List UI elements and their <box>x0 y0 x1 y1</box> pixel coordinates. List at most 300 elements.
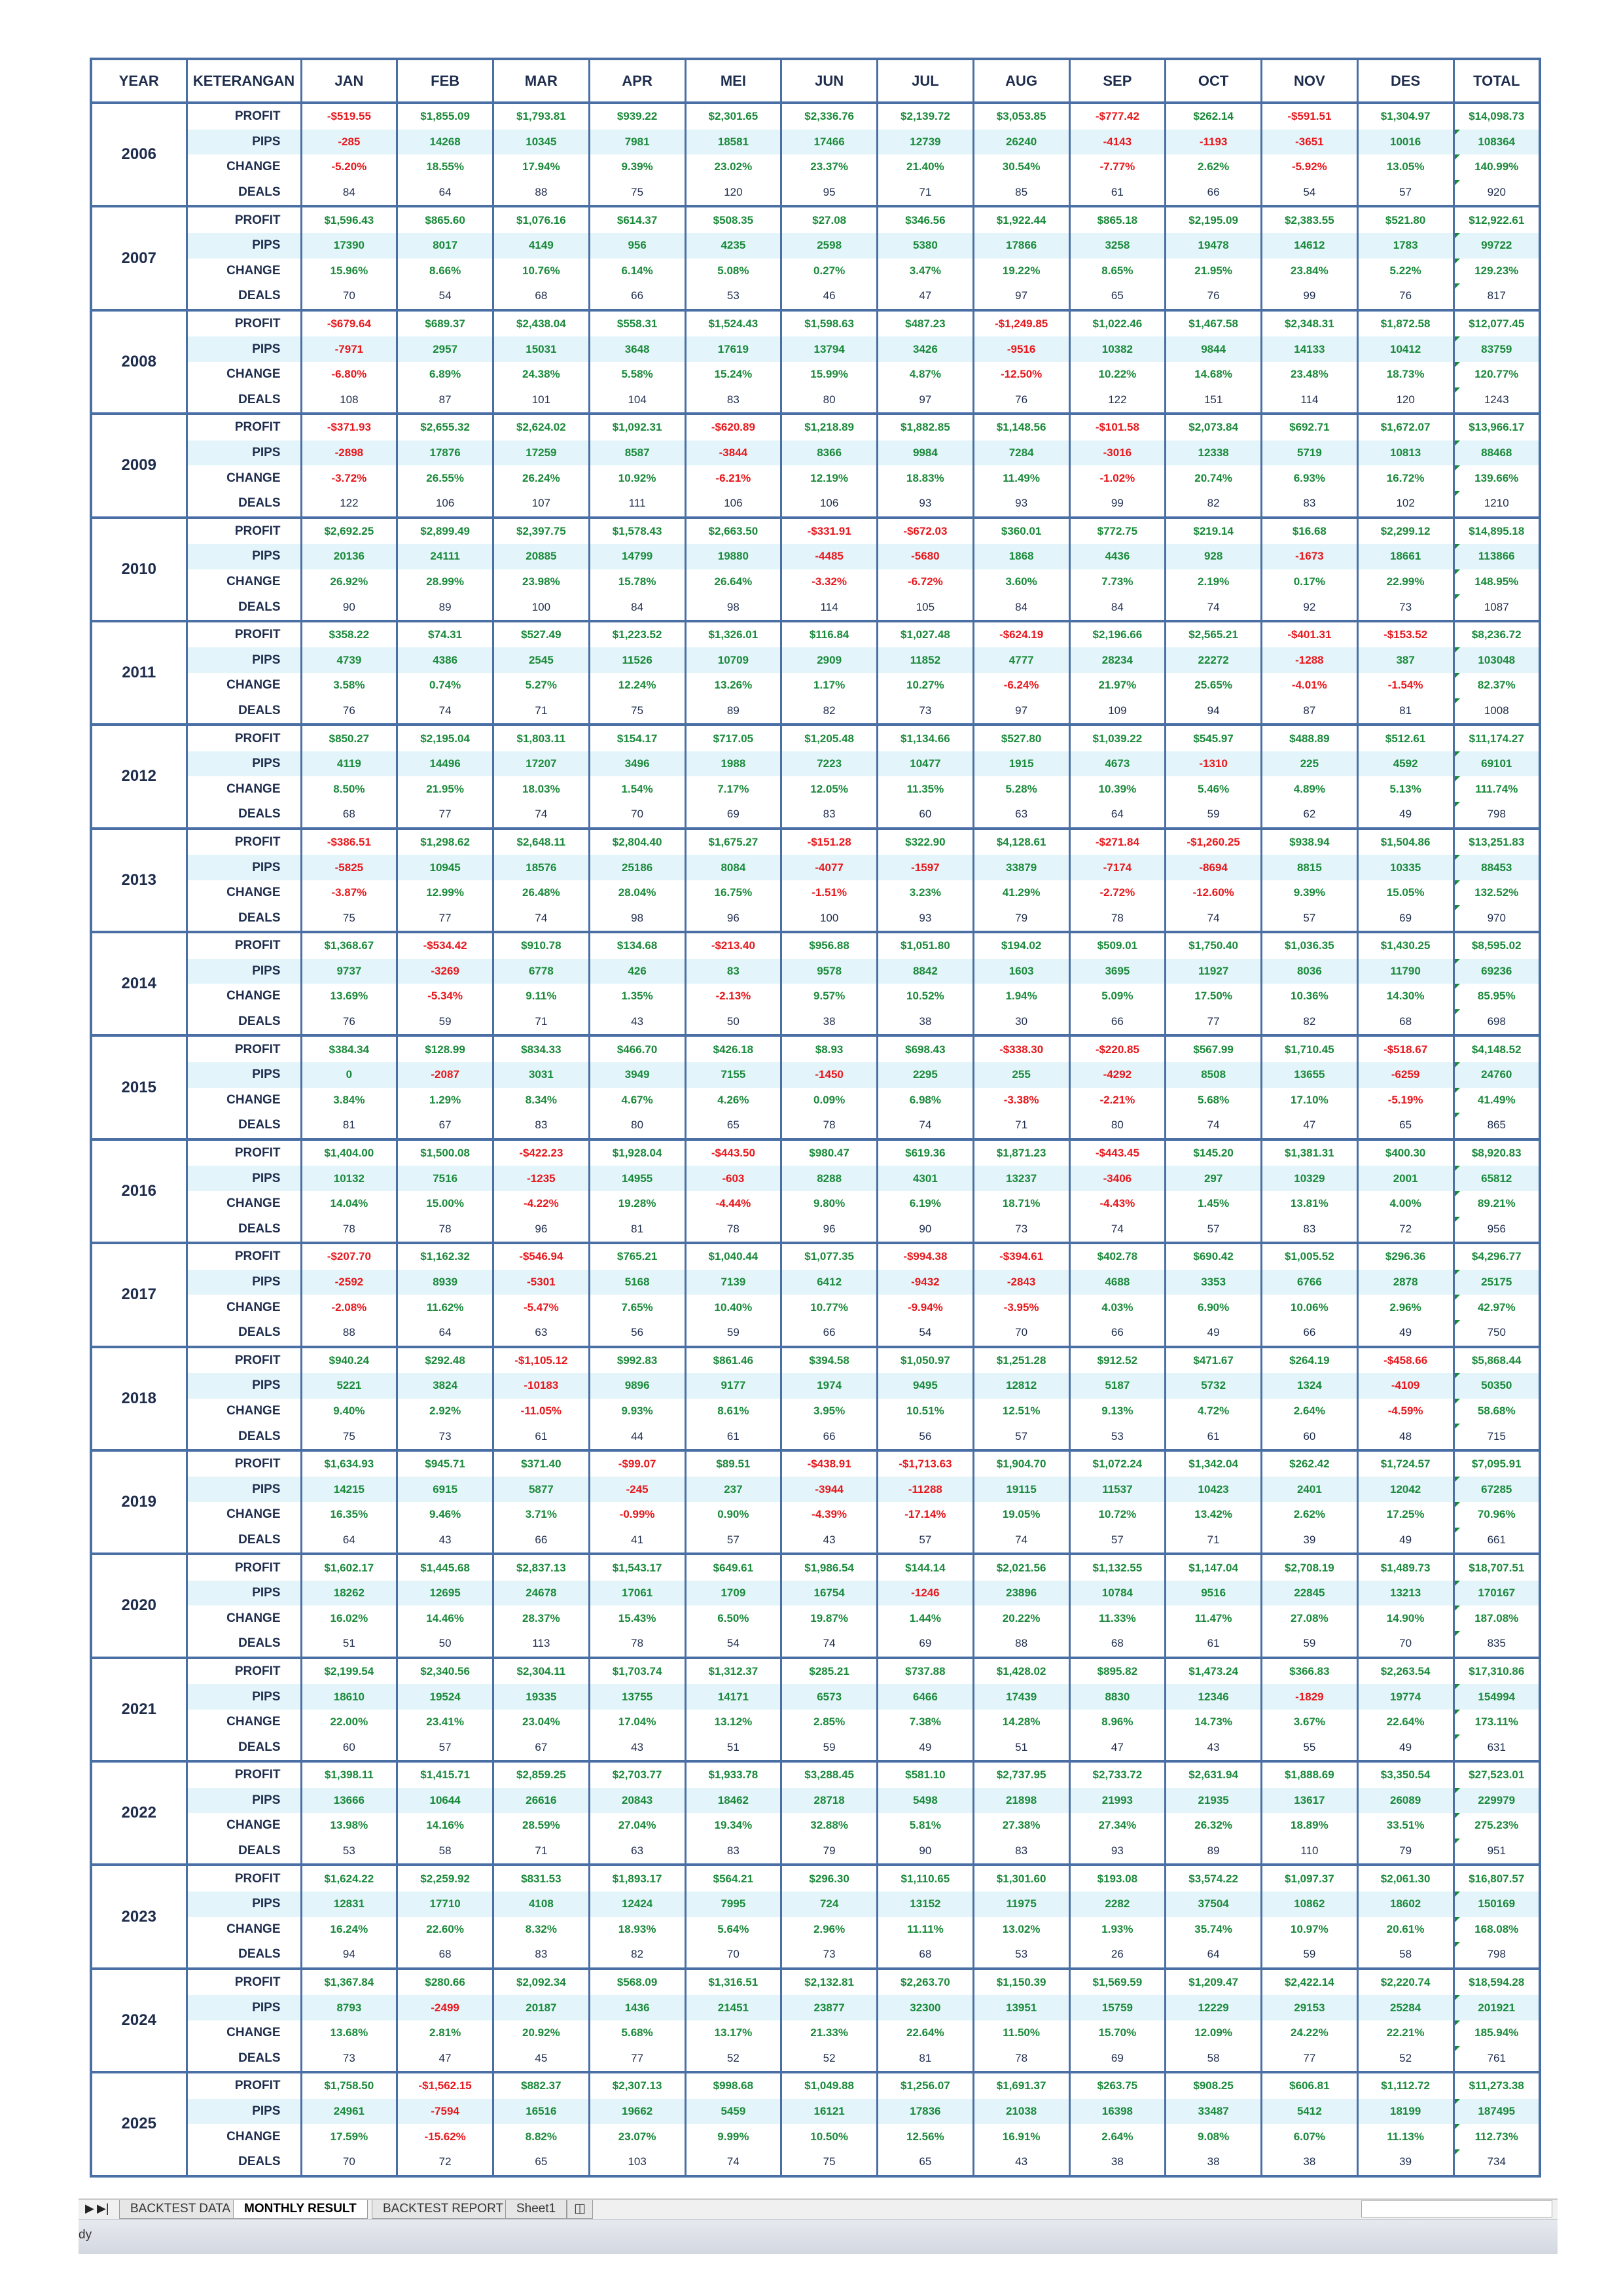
value-cell: $2,220.74 <box>1357 1969 1454 1996</box>
value-cell: 11.33% <box>1069 1605 1166 1631</box>
value-cell: 16.35% <box>301 1502 397 1528</box>
value-cell: 2.92% <box>397 1399 493 1424</box>
value-cell: 17619 <box>685 336 781 362</box>
value-cell: $1,040.44 <box>685 1243 781 1270</box>
value-cell: 77 <box>589 2046 685 2073</box>
value-cell: 26089 <box>1357 1788 1454 1814</box>
value-cell: 114 <box>1262 387 1358 414</box>
value-cell: 81 <box>301 1113 397 1139</box>
value-cell: -$213.40 <box>685 932 781 959</box>
value-cell: $2,301.65 <box>685 103 781 130</box>
value-cell: 12.19% <box>781 465 878 491</box>
value-cell: 3695 <box>1069 959 1166 984</box>
value-cell: $2,703.77 <box>589 1761 685 1788</box>
value-cell: 9844 <box>1166 336 1262 362</box>
row-label-profit: PROFIT <box>187 829 301 855</box>
value-cell: -9516 <box>973 336 1069 362</box>
value-cell: 49 <box>1357 1528 1454 1554</box>
value-cell: 77 <box>1166 1009 1262 1036</box>
value-cell: $2,021.56 <box>973 1554 1069 1581</box>
value-cell: $834.33 <box>493 1035 590 1062</box>
row-2021-profit <box>91 1658 1540 1685</box>
value-cell: -5.92% <box>1262 154 1358 180</box>
value-cell: $384.34 <box>301 1035 397 1062</box>
value-cell: $1,703.74 <box>589 1658 685 1685</box>
value-cell: 10423 <box>1166 1477 1262 1502</box>
value-cell: $1,596.43 <box>301 206 397 233</box>
value-cell: $512.61 <box>1357 725 1454 751</box>
row-label-deals: DEALS <box>187 1113 301 1139</box>
value-cell: 39 <box>1262 1528 1358 1554</box>
value-cell: 12.05% <box>781 776 878 802</box>
row-label-profit: PROFIT <box>187 1865 301 1892</box>
value-cell: 28718 <box>781 1788 878 1814</box>
value-cell: 23.02% <box>685 154 781 180</box>
value-cell: 59 <box>1166 802 1262 829</box>
row-label-deals: DEALS <box>187 1320 301 1347</box>
value-cell: 21935 <box>1166 1788 1262 1814</box>
value-cell: -3944 <box>781 1477 878 1502</box>
value-cell: 12042 <box>1357 1477 1454 1502</box>
value-cell: 8017 <box>397 233 493 259</box>
value-cell: -5.47% <box>493 1295 590 1320</box>
value-cell: 4.87% <box>878 362 974 387</box>
value-cell: 9177 <box>685 1373 781 1399</box>
value-cell: $765.21 <box>589 1243 685 1270</box>
value-cell: 17207 <box>493 751 590 777</box>
value-cell: -$518.67 <box>1357 1035 1454 1062</box>
row-label-deals: DEALS <box>187 2149 301 2176</box>
value-cell: 25284 <box>1357 1995 1454 2020</box>
total-cell: 761 <box>1454 2046 1540 2073</box>
value-cell: 3031 <box>493 1062 590 1088</box>
header-jan: JAN <box>301 59 397 103</box>
value-cell: -2.08% <box>301 1295 397 1320</box>
row-label-change: CHANGE <box>187 1191 301 1217</box>
value-cell: 73 <box>301 2046 397 2073</box>
value-cell: 11.50% <box>973 2020 1069 2046</box>
value-cell: -$458.66 <box>1357 1347 1454 1374</box>
row-2022-profit <box>91 1761 1540 1788</box>
total-cell: 631 <box>1454 1734 1540 1761</box>
value-cell: 1.44% <box>878 1605 974 1631</box>
value-cell: 57 <box>397 1734 493 1761</box>
row-2007-deals <box>91 283 1540 310</box>
value-cell: $912.52 <box>1069 1347 1166 1374</box>
value-cell: 6.89% <box>397 362 493 387</box>
value-cell: $772.75 <box>1069 518 1166 545</box>
row-label-pips: PIPS <box>187 1373 301 1399</box>
next-sheet-arrow-icon[interactable]: ▶| <box>97 2202 109 2215</box>
row-label-pips: PIPS <box>187 1684 301 1710</box>
value-cell: $1,150.39 <box>973 1969 1069 1996</box>
value-cell: 16.72% <box>1357 465 1454 491</box>
value-cell: 52 <box>1357 2046 1454 2073</box>
value-cell: 88 <box>493 180 590 207</box>
value-cell: $1,312.37 <box>685 1658 781 1685</box>
total-cell: $4,148.52 <box>1454 1035 1540 1062</box>
value-cell: -15.62% <box>397 2124 493 2149</box>
value-cell: 5.58% <box>589 362 685 387</box>
row-2024-profit <box>91 1969 1540 1996</box>
value-cell: 83 <box>493 1113 590 1139</box>
row-label-change: CHANGE <box>187 1605 301 1631</box>
value-cell: 53 <box>1069 1424 1166 1450</box>
row-2008-deals <box>91 387 1540 414</box>
total-cell: 50350 <box>1454 1373 1540 1399</box>
value-cell: 956 <box>589 233 685 259</box>
value-cell: 5.28% <box>973 776 1069 802</box>
value-cell: 14.90% <box>1357 1605 1454 1631</box>
value-cell: 14268 <box>397 130 493 155</box>
value-cell: $1,933.78 <box>685 1761 781 1788</box>
value-cell: $1,710.45 <box>1262 1035 1358 1062</box>
value-cell: 4.72% <box>1166 1399 1262 1424</box>
value-cell: $360.01 <box>973 518 1069 545</box>
value-cell: 77 <box>397 905 493 932</box>
value-cell: 22.60% <box>397 1917 493 1943</box>
row-2006-pips <box>91 130 1540 155</box>
total-cell: 85.95% <box>1454 984 1540 1009</box>
value-cell: 4301 <box>878 1166 974 1191</box>
value-cell: 10709 <box>685 647 781 673</box>
value-cell: -1246 <box>878 1581 974 1606</box>
value-cell: 5187 <box>1069 1373 1166 1399</box>
value-cell: 74 <box>1069 1217 1166 1244</box>
row-2020-change <box>91 1605 1540 1631</box>
value-cell: 13.12% <box>685 1710 781 1735</box>
value-cell: -$777.42 <box>1069 103 1166 130</box>
year-cell: 2016 <box>91 1139 187 1243</box>
value-cell: 89 <box>397 594 493 621</box>
value-cell: 46 <box>781 283 878 310</box>
value-cell: 10.72% <box>1069 1502 1166 1528</box>
value-cell: 66 <box>781 1320 878 1347</box>
value-cell: -3.38% <box>973 1088 1069 1113</box>
prev-sheet-arrow-icon[interactable]: ▶ <box>85 2202 94 2215</box>
row-2021-change <box>91 1710 1540 1735</box>
total-cell: 120.77% <box>1454 362 1540 387</box>
value-cell: -1450 <box>781 1062 878 1088</box>
value-cell: $692.71 <box>1262 414 1358 440</box>
value-cell: 64 <box>1069 802 1166 829</box>
value-cell: -3269 <box>397 959 493 984</box>
value-cell: 66 <box>589 283 685 310</box>
value-cell: -1.51% <box>781 880 878 906</box>
horizontal-scrollbar[interactable] <box>1361 2200 1552 2217</box>
row-label-pips: PIPS <box>187 1062 301 1088</box>
value-cell: 108 <box>301 387 397 414</box>
tab-backtest-data[interactable]: BACKTEST DATA <box>119 2200 241 2219</box>
value-cell: 66 <box>1166 180 1262 207</box>
value-cell: $145.20 <box>1166 1139 1262 1166</box>
row-label-profit: PROFIT <box>187 1761 301 1788</box>
value-cell: -1829 <box>1262 1684 1358 1710</box>
value-cell: $2,383.55 <box>1262 206 1358 233</box>
value-cell: 1.54% <box>589 776 685 802</box>
value-cell: $1,076.16 <box>493 206 590 233</box>
value-cell: 9.99% <box>685 2124 781 2149</box>
value-cell: 11.35% <box>878 776 974 802</box>
value-cell: 1.35% <box>589 984 685 1009</box>
value-cell: 13951 <box>973 1995 1069 2020</box>
value-cell: 104 <box>589 387 685 414</box>
value-cell: 19115 <box>973 1477 1069 1502</box>
value-cell: 101 <box>493 387 590 414</box>
value-cell: $940.24 <box>301 1347 397 1374</box>
total-cell: 42.97% <box>1454 1295 1540 1320</box>
value-cell: 5732 <box>1166 1373 1262 1399</box>
value-cell: 82 <box>781 698 878 725</box>
value-cell: 8842 <box>878 959 974 984</box>
value-cell: 69 <box>878 1631 974 1658</box>
row-label-pips: PIPS <box>187 751 301 777</box>
header-mei: MEI <box>685 59 781 103</box>
value-cell: 18581 <box>685 130 781 155</box>
value-cell: 13213 <box>1357 1581 1454 1606</box>
value-cell: 4.00% <box>1357 1191 1454 1217</box>
value-cell: $2,139.72 <box>878 103 974 130</box>
row-label-profit: PROFIT <box>187 1035 301 1062</box>
value-cell: 18.83% <box>878 465 974 491</box>
value-cell: $488.89 <box>1262 725 1358 751</box>
value-cell: -4292 <box>1069 1062 1166 1088</box>
value-cell: 74 <box>493 905 590 932</box>
value-cell: 54 <box>685 1631 781 1658</box>
value-cell: -4109 <box>1357 1373 1454 1399</box>
value-cell: $992.83 <box>589 1347 685 1374</box>
value-cell: $1,326.01 <box>685 621 781 648</box>
value-cell: 15.96% <box>301 259 397 284</box>
value-cell: 1.45% <box>1166 1191 1262 1217</box>
year-cell: 2022 <box>91 1761 187 1865</box>
value-cell: 0.09% <box>781 1088 878 1113</box>
total-cell: 58.68% <box>1454 1399 1540 1424</box>
value-cell: 82 <box>589 1942 685 1969</box>
value-cell: $394.58 <box>781 1347 878 1374</box>
value-cell: 14496 <box>397 751 493 777</box>
value-cell: 78 <box>397 1217 493 1244</box>
value-cell: 10477 <box>878 751 974 777</box>
value-cell: $264.19 <box>1262 1347 1358 1374</box>
value-cell: 23.84% <box>1262 259 1358 284</box>
value-cell: 58 <box>1357 1942 1454 1969</box>
row-2016-pips <box>91 1166 1540 1191</box>
total-cell: $17,310.86 <box>1454 1658 1540 1685</box>
value-cell: $581.10 <box>878 1761 974 1788</box>
value-cell: 64 <box>397 1320 493 1347</box>
total-cell: 920 <box>1454 180 1540 207</box>
value-cell: 71 <box>493 1009 590 1036</box>
value-cell: 59 <box>685 1320 781 1347</box>
value-cell: 15.78% <box>589 569 685 595</box>
row-2010-pips <box>91 544 1540 569</box>
value-cell: 9578 <box>781 959 878 984</box>
value-cell: $1,072.24 <box>1069 1450 1166 1477</box>
value-cell: 237 <box>685 1477 781 1502</box>
value-cell: 68 <box>493 283 590 310</box>
value-cell: 2.96% <box>1357 1295 1454 1320</box>
value-cell: $2,073.84 <box>1166 414 1262 440</box>
value-cell: $1,298.62 <box>397 829 493 855</box>
row-label-pips: PIPS <box>187 1892 301 1917</box>
year-cell: 2014 <box>91 932 187 1035</box>
value-cell: $882.37 <box>493 2072 590 2099</box>
row-label-change: CHANGE <box>187 2020 301 2046</box>
value-cell: $2,195.09 <box>1166 206 1262 233</box>
value-cell: 3.58% <box>301 673 397 698</box>
value-cell: 13617 <box>1262 1788 1358 1814</box>
value-cell: 3.23% <box>878 880 974 906</box>
value-cell: 97 <box>973 283 1069 310</box>
value-cell: 73 <box>1357 594 1454 621</box>
value-cell: -603 <box>685 1166 781 1191</box>
value-cell: -5825 <box>301 855 397 880</box>
value-cell: $471.67 <box>1166 1347 1262 1374</box>
total-cell: 865 <box>1454 1113 1540 1139</box>
value-cell: 6412 <box>781 1270 878 1295</box>
value-cell: 99 <box>1262 283 1358 310</box>
value-cell: -7174 <box>1069 855 1166 880</box>
value-cell: 21.33% <box>781 2020 878 2046</box>
row-2012-deals <box>91 802 1540 829</box>
value-cell: $4,128.61 <box>973 829 1069 855</box>
tab-monthly-result[interactable]: MONTHLY RESULT <box>233 2200 368 2219</box>
value-cell: 14.73% <box>1166 1710 1262 1735</box>
value-cell: 19.22% <box>973 259 1069 284</box>
tab-backtest-report[interactable]: BACKTEST REPORT <box>372 2200 514 2219</box>
header-nov: NOV <box>1262 59 1358 103</box>
row-2012-profit <box>91 725 1540 751</box>
value-cell: 8.50% <box>301 776 397 802</box>
value-cell: 13.68% <box>301 2020 397 2046</box>
value-cell: $2,648.11 <box>493 829 590 855</box>
value-cell: 5.64% <box>685 1917 781 1943</box>
value-cell: $2,195.04 <box>397 725 493 751</box>
value-cell: $2,263.54 <box>1357 1658 1454 1685</box>
value-cell: 83 <box>685 387 781 414</box>
total-cell: 201921 <box>1454 1995 1540 2020</box>
value-cell: $1,855.09 <box>397 103 493 130</box>
row-2009-pips <box>91 440 1540 466</box>
value-cell: $1,524.43 <box>685 310 781 337</box>
value-cell: 7516 <box>397 1166 493 1191</box>
value-cell: $3,350.54 <box>1357 1761 1454 1788</box>
value-cell: $910.78 <box>493 932 590 959</box>
value-cell: 9737 <box>301 959 397 984</box>
row-label-profit: PROFIT <box>187 206 301 233</box>
value-cell: 23.07% <box>589 2124 685 2149</box>
value-cell: 16.02% <box>301 1605 397 1631</box>
value-cell: 26.48% <box>493 880 590 906</box>
total-cell: 187.08% <box>1454 1605 1540 1631</box>
insert-worksheet-icon[interactable]: ◫ <box>567 2200 593 2219</box>
total-cell: $8,920.83 <box>1454 1139 1540 1166</box>
value-cell: 18576 <box>493 855 590 880</box>
value-cell: $689.37 <box>397 310 493 337</box>
value-cell: $2,061.30 <box>1357 1865 1454 1892</box>
value-cell: 53 <box>301 1839 397 1865</box>
value-cell: $2,859.25 <box>493 1761 590 1788</box>
row-2016-profit <box>91 1139 1540 1166</box>
total-cell: $12,922.61 <box>1454 206 1540 233</box>
value-cell: 68 <box>397 1942 493 1969</box>
value-cell: 7.65% <box>589 1295 685 1320</box>
value-cell: 111 <box>589 491 685 518</box>
row-label-profit: PROFIT <box>187 518 301 545</box>
row-2008-change <box>91 362 1540 387</box>
row-label-change: CHANGE <box>187 673 301 698</box>
year-cell: 2006 <box>91 103 187 206</box>
total-cell: 82.37% <box>1454 673 1540 698</box>
value-cell: 2957 <box>397 336 493 362</box>
value-cell: 89 <box>1166 1839 1262 1865</box>
value-cell: 77 <box>1262 2046 1358 2073</box>
row-label-change: CHANGE <box>187 880 301 906</box>
value-cell: 49 <box>1357 1320 1454 1347</box>
value-cell: $3,574.22 <box>1166 1865 1262 1892</box>
row-label-deals: DEALS <box>187 1009 301 1036</box>
value-cell: 65 <box>1069 283 1166 310</box>
value-cell: 13655 <box>1262 1062 1358 1088</box>
value-cell: -$1,562.15 <box>397 2072 493 2099</box>
tab-sheet1[interactable]: Sheet1 <box>505 2200 567 2219</box>
value-cell: 33487 <box>1166 2099 1262 2125</box>
value-cell: 94 <box>301 1942 397 1969</box>
header-mar: MAR <box>493 59 590 103</box>
value-cell: 19478 <box>1166 233 1262 259</box>
row-2020-deals <box>91 1631 1540 1658</box>
value-cell: -11288 <box>878 1477 974 1502</box>
value-cell: 11.11% <box>878 1917 974 1943</box>
value-cell: 50 <box>397 1631 493 1658</box>
value-cell: $1,301.60 <box>973 1865 1069 1892</box>
value-cell: 57 <box>1357 180 1454 207</box>
value-cell: 20136 <box>301 544 397 569</box>
value-cell: $1,793.81 <box>493 103 590 130</box>
value-cell: 120 <box>685 180 781 207</box>
row-2014-deals <box>91 1009 1540 1036</box>
value-cell: 16.75% <box>685 880 781 906</box>
value-cell: $2,631.94 <box>1166 1761 1262 1788</box>
value-cell: 5719 <box>1262 440 1358 466</box>
value-cell: $400.30 <box>1357 1139 1454 1166</box>
value-cell: 41.29% <box>973 880 1069 906</box>
value-cell: 18.55% <box>397 154 493 180</box>
row-label-deals: DEALS <box>187 594 301 621</box>
value-cell: 81 <box>589 1217 685 1244</box>
row-2010-change <box>91 569 1540 595</box>
value-cell: 24.38% <box>493 362 590 387</box>
value-cell: $1,342.04 <box>1166 1450 1262 1477</box>
value-cell: $1,500.08 <box>397 1139 493 1166</box>
value-cell: 25186 <box>589 855 685 880</box>
value-cell: -$1,260.25 <box>1166 829 1262 855</box>
value-cell: 35.74% <box>1166 1917 1262 1943</box>
value-cell: -$679.64 <box>301 310 397 337</box>
row-2009-deals <box>91 491 1540 518</box>
value-cell: 70 <box>685 1942 781 1969</box>
value-cell: 18.71% <box>973 1191 1069 1217</box>
value-cell: $509.01 <box>1069 932 1166 959</box>
value-cell: 56 <box>589 1320 685 1347</box>
value-cell: 58 <box>397 1839 493 1865</box>
row-label-deals: DEALS <box>187 1631 301 1658</box>
value-cell: -0.99% <box>589 1502 685 1528</box>
value-cell: 15.00% <box>397 1191 493 1217</box>
total-cell: $13,251.83 <box>1454 829 1540 855</box>
value-cell: 10.22% <box>1069 362 1166 387</box>
